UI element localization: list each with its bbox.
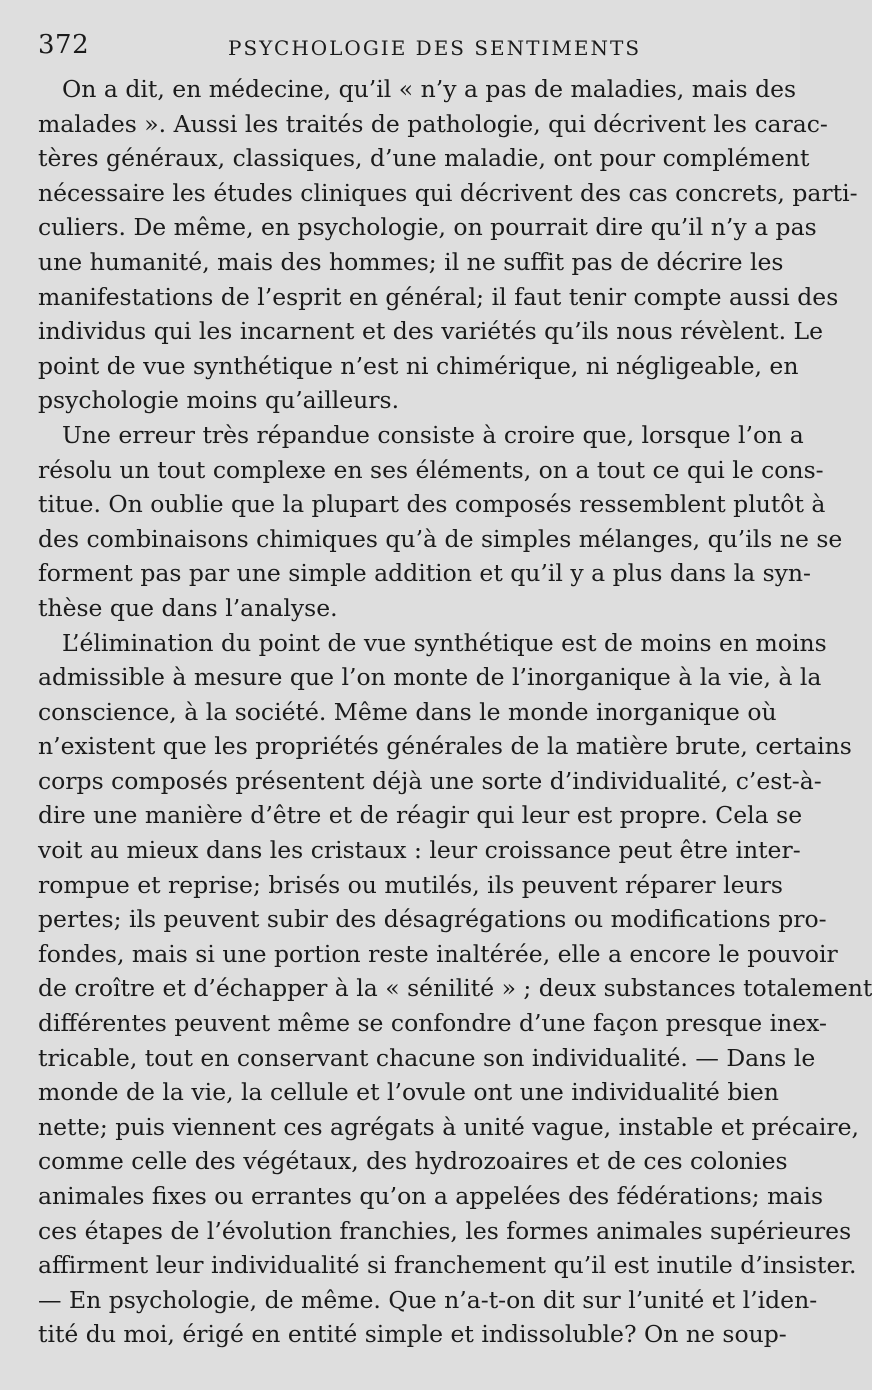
text-line: tricable, tout en conservant chacune son individualité. — Dans le [38,1043,816,1072]
text-line: individus qui les incarnent et des variétés qu’ils nous révèlent. Le [38,317,824,346]
text-line: tité du moi, érigé en entité simple et indissoluble? On ne soup- [38,1320,787,1349]
text-line: On a dit, en médecine, qu’il « n’y a pas de maladies, mais des [62,75,797,103]
page-header [38,30,758,70]
text-line: n’existent que les propriétés générales de la matière brute, certains [38,732,852,761]
text-line: des combinaisons chimiques qu’à de simples mélanges, qu’ils ne se [38,524,843,553]
text-line: psychologie moins qu’ailleurs. [38,386,400,415]
text-line: Une erreur très répandue consiste à croire que, lorsque l’on a [62,420,804,449]
text-line: forment pas par une simple addition et qu’il y a plus dans la syn- [38,559,811,588]
text-line: admissible à mesure que l’on monte de l’inorganique à la vie, à la [38,663,822,692]
text-line: L’élimination du point de vue synthétique est de moins en moins [62,628,827,657]
text-line: manifestations de l’esprit en général; il faut tenir compte aussi des [38,282,839,311]
text-line: différentes peuvent même se confondre d’une façon presque inex- [38,1009,827,1038]
text-line: thèse que dans l’analyse. [38,593,338,622]
text-line: tères généraux, classiques, d’une maladie, ont pour complément [38,144,810,173]
text-line: monde de la vie, la cellule et l’ovule ont une individualité bien [38,1078,779,1107]
text-line: rompue et reprise; brisés ou mutilés, ils peuvent réparer leurs [38,870,783,899]
text-line: conscience, à la société. Même dans le monde inorganique où [38,697,777,726]
text-line: fondes, mais si une portion reste inaltérée, elle a encore le pouvoir [38,939,838,968]
text-line: titue. On oublie que la plupart des composés ressemblent plutôt à [38,490,826,519]
text-line: une humanité, mais des hommes; il ne suffit pas de décrire les [38,247,784,276]
text-line: affirment leur individualité si franchement qu’il est inutile d’insister. [38,1251,857,1280]
text-line: point de vue synthétique n’est ni chimérique, ni négligeable, en [38,351,799,380]
text-line: nette; puis viennent ces agrégats à unité vague, instable et précaire, [38,1112,859,1141]
running-title: PSYCHOLOGIE DES SENTIMENTS [228,36,642,60]
text-line: voit au mieux dans les cristaux : leur croissance peut être inter- [38,836,801,865]
text-line: comme celle des végétaux, des hydrozoaires et de ces colonies [38,1147,788,1176]
text-line: — En psychologie, de même. Que n’a-t-on dit sur l’unité et l’iden- [38,1285,818,1314]
page-number: 372 [38,30,90,60]
text-line: malades ». Aussi les traités de pathologie, qui décrivent les carac- [38,109,828,138]
text-line: pertes; ils peuvent subir des désagrégations ou modifications pro- [38,905,827,934]
text-line: nécessaire les études cliniques qui décrivent des cas concrets, parti- [38,178,858,207]
text-line: résolu un tout complexe en ses éléments, on a tout ce qui le cons- [38,455,824,484]
text-line: dire une manière d’être et de réagir qui leur est propre. Cela se [38,801,803,830]
text-line: ces étapes de l’évolution franchies, les formes animales supérieures [38,1216,852,1245]
text-line: culiers. De même, en psychologie, on pourrait dire qu’il n’y a pas [38,213,817,242]
text-line: de croître et d’échapper à la « sénilité » ; deux substances totalement [38,974,872,1003]
text-line: corps composés présentent déjà une sorte d’individualité, c’est-à- [38,766,822,795]
body-text [38,72,872,1352]
text-line: animales fixes ou errantes qu’on a appelées des fédérations; mais [38,1182,824,1210]
